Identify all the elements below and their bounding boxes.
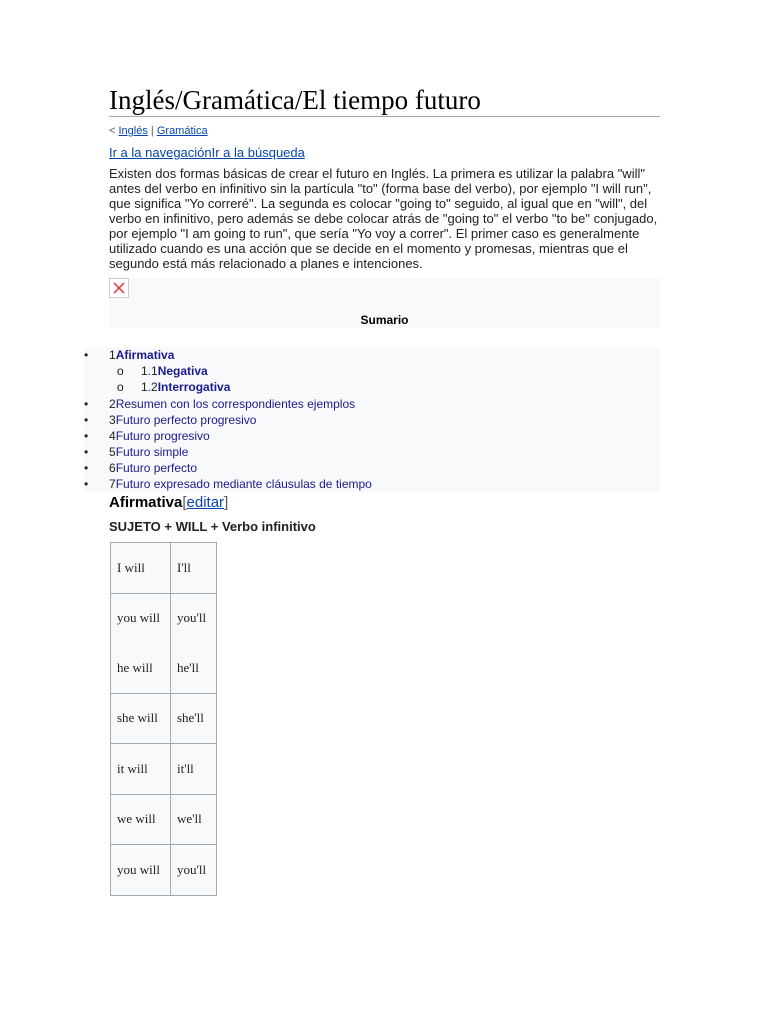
toc-entry xyxy=(109,460,197,476)
section-afirmativa xyxy=(109,493,316,534)
section-heading-text: Afirmativa xyxy=(109,494,183,511)
breadcrumb-link-ingles[interactable]: Inglés xyxy=(118,125,148,137)
contraction-cell: you'll xyxy=(171,593,217,643)
toc-link[interactable]: Futuro perfecto xyxy=(115,461,198,475)
edit-bracket-close: ] xyxy=(224,494,229,511)
formula: SUJETO + WILL + Verbo infinitivo xyxy=(109,519,316,534)
toc-number: 1.1 xyxy=(141,364,158,378)
toc-number: 7 xyxy=(109,477,116,491)
toc-entry xyxy=(141,363,208,379)
toc-number: 3 xyxy=(109,413,116,427)
contraction-cell: I'll xyxy=(171,543,217,594)
full-form-cell: he will xyxy=(111,643,171,693)
toc-link[interactable]: Futuro perfecto progresivo xyxy=(115,413,257,427)
toc-link[interactable]: Futuro progresivo xyxy=(115,429,210,443)
toc-item xyxy=(84,379,660,395)
toc-link[interactable]: Interrogativa xyxy=(157,380,231,394)
toc-number: 6 xyxy=(109,461,116,475)
breadcrumb xyxy=(109,125,660,137)
intro-paragraph: Existen dos formas básicas de crear el futuro en Inglés. La primera es utilizar la palabra "will" antes del verbo en infinitivo sin la partícula "to" (forma base del verbo), por ejemplo "I will run", que significa "Yo correré". La segunda es colocar "going to" seguido, al igual que en "will", del verbo en infinitivo, pero además se debe colocar atrás de "going to" el verbo "to be" conjugado, por ejemplo "I am going to run", que sería "Yo voy a correr". El primer caso es generalmente utilizado cuando es una acción que se decide en el momento y promesas, mientras que el segundo está más relacionado a planes e intenciones. xyxy=(109,166,658,271)
breadcrumb-separator: | xyxy=(150,125,154,137)
toc-link[interactable]: Afirmativa xyxy=(115,348,175,362)
page-title: Inglés/Gramática/El tiempo futuro xyxy=(109,84,660,117)
toc-number: 5 xyxy=(109,445,116,459)
toc-item xyxy=(84,363,660,379)
toc-entry xyxy=(109,428,210,444)
breadcrumb-prefix: < xyxy=(109,125,116,137)
toc-bullet: • xyxy=(84,477,89,491)
table-row xyxy=(111,593,217,643)
toc-bullet: • xyxy=(84,348,89,362)
table-row xyxy=(111,693,217,744)
toc-entry xyxy=(109,444,188,460)
jump-to-navigation-link[interactable]: Ir a la navegación xyxy=(109,145,212,160)
toc-link[interactable]: Futuro simple xyxy=(115,445,189,459)
contraction-cell: you'll xyxy=(171,845,217,896)
edit-bracket-open: [ xyxy=(182,494,187,511)
toc-number: 1 xyxy=(109,348,116,362)
toc-item xyxy=(84,412,660,428)
toc-list xyxy=(84,347,660,492)
full-form-cell: you will xyxy=(111,845,171,896)
toc-link[interactable]: Futuro expresado mediante cláusulas de tiempo xyxy=(115,477,372,491)
toc-item xyxy=(84,428,660,444)
edit-section-link[interactable]: editar xyxy=(186,494,225,511)
toc-title: Sumario xyxy=(360,313,409,327)
table-row xyxy=(111,845,217,896)
broken-image-icon xyxy=(109,278,129,298)
jump-links xyxy=(109,145,660,160)
toc-bullet: • xyxy=(84,397,89,411)
table-row xyxy=(111,744,217,795)
full-form-cell: we will xyxy=(111,794,171,845)
jump-to-search-link[interactable]: Ir a la búsqueda xyxy=(211,145,305,160)
toc-number: 4 xyxy=(109,429,116,443)
toc-bullet: • xyxy=(84,445,89,459)
toc-bullet: o xyxy=(117,364,124,378)
toc-number: 2 xyxy=(109,397,116,411)
contraction-cell: she'll xyxy=(171,693,217,744)
toc-item xyxy=(84,444,660,460)
toc-bullet: • xyxy=(84,461,89,475)
full-form-cell: I will xyxy=(111,543,171,594)
toc-entry xyxy=(109,396,355,412)
contraction-cell: he'll xyxy=(171,643,217,693)
toc-item xyxy=(84,460,660,476)
article xyxy=(109,84,660,328)
table-row xyxy=(111,543,217,594)
toc-item xyxy=(84,396,660,412)
conjugation-table xyxy=(110,542,217,896)
toc-header xyxy=(109,278,660,328)
breadcrumb-link-gramatica[interactable]: Gramática xyxy=(156,125,208,137)
table-row xyxy=(111,794,217,845)
toc-link[interactable]: Negativa xyxy=(157,364,208,378)
full-form-cell: she will xyxy=(111,693,171,744)
full-form-cell: it will xyxy=(111,744,171,795)
toc-entry xyxy=(109,412,256,428)
toc-item xyxy=(84,476,660,492)
edit-section xyxy=(182,494,228,511)
full-form-cell: you will xyxy=(111,593,171,643)
section-heading xyxy=(109,493,316,513)
toc-bullet: • xyxy=(84,429,89,443)
toc-entry xyxy=(141,379,230,395)
contraction-cell: it'll xyxy=(171,744,217,795)
toc-link[interactable]: Resumen con los correspondientes ejemplos xyxy=(115,397,356,411)
table-row xyxy=(111,643,217,693)
toc-entry xyxy=(109,347,174,363)
toc-entry xyxy=(109,476,372,492)
contraction-cell: we'll xyxy=(171,794,217,845)
toc-bullet: • xyxy=(84,413,89,427)
toc-number: 1.2 xyxy=(141,380,158,394)
toc-bullet: o xyxy=(117,380,124,394)
toc-item xyxy=(84,347,660,363)
